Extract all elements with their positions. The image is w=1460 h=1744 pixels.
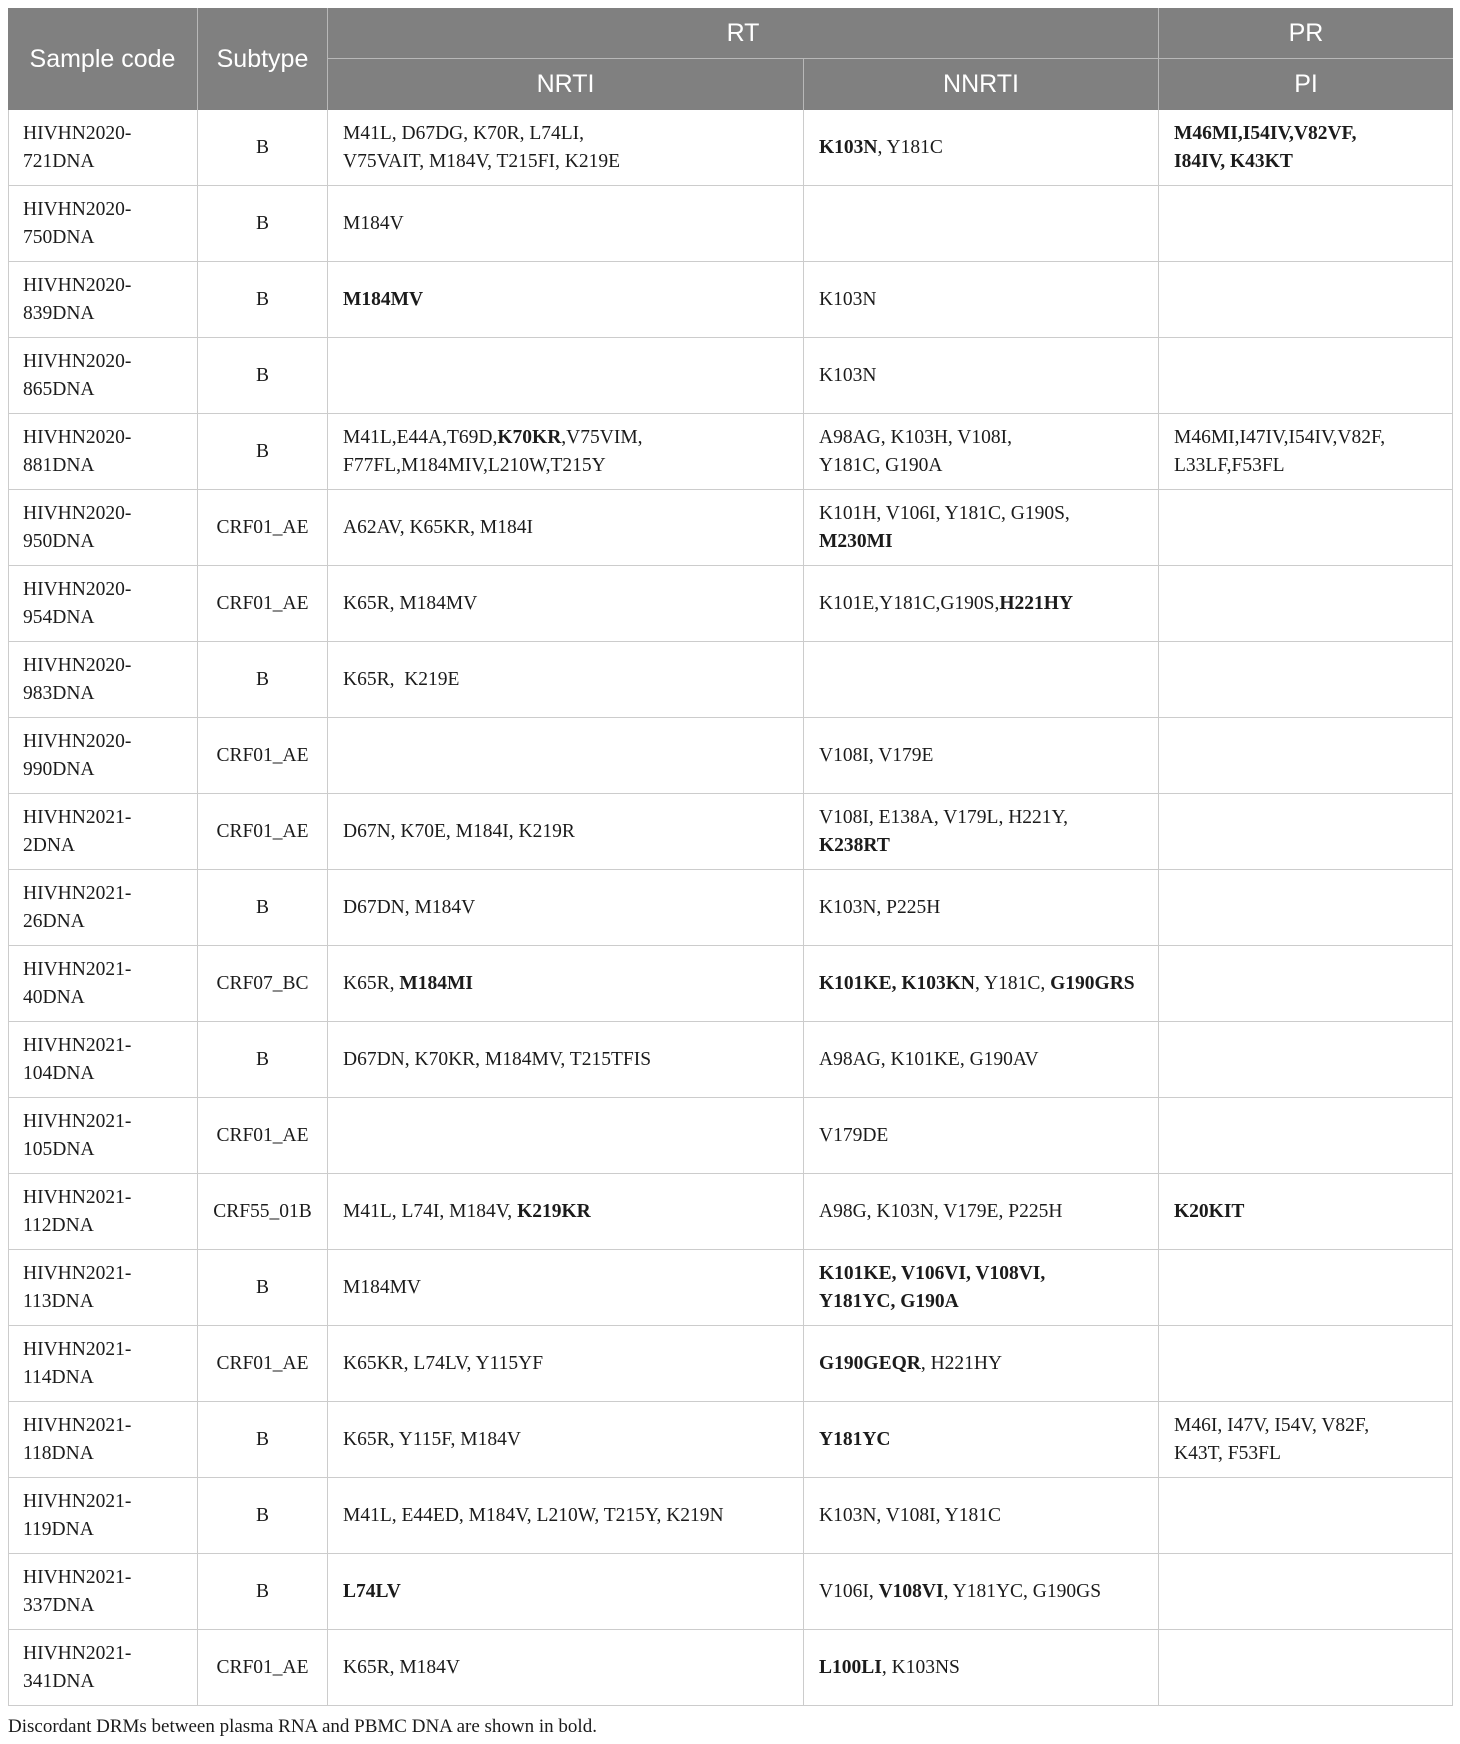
nnrti-cell: [804, 186, 1159, 262]
discordant-mutation-text: Y181YC: [819, 1428, 891, 1450]
drm-table: [8, 8, 1453, 1706]
mutation-text: , K103NS: [881, 1656, 960, 1678]
discordant-mutation-text: L100LI: [819, 1656, 882, 1678]
mutation-line: [343, 1198, 788, 1226]
mutation-line: [343, 970, 788, 998]
mutation-text: M184V: [343, 212, 404, 234]
table-row: [8, 642, 1453, 718]
sample-code-line: 954DNA: [23, 606, 95, 628]
sample-code-line: 104DNA: [23, 1062, 95, 1084]
mutation-line: [819, 452, 1143, 480]
mutation-text: , Y181C: [877, 136, 943, 158]
nrti-cell: [328, 870, 804, 946]
table-footnote: Discordant DRMs between plasma RNA and PBMC DNA are shown in bold.: [8, 1716, 597, 1737]
subtype-cell: B: [198, 110, 328, 186]
nrti-cell: [328, 1098, 804, 1174]
sample-code-line: 2DNA: [23, 834, 75, 856]
nrti-cell: [328, 1402, 804, 1478]
nnrti-cell: [804, 1174, 1159, 1250]
pi-cell: [1159, 794, 1453, 870]
mutation-text: V108I, E138A, V179L, H221Y,: [819, 806, 1068, 828]
sample-code-line: 112DNA: [23, 1214, 94, 1236]
mutation-line: [343, 148, 788, 176]
mutation-line: [819, 1654, 1143, 1682]
discordant-mutation-text: M230MI: [819, 530, 893, 552]
pi-cell: [1159, 1478, 1453, 1554]
nnrti-cell: [804, 490, 1159, 566]
mutation-line: [343, 452, 788, 480]
mutation-text: M41L, D67DG, K70R, L74LI,: [343, 122, 585, 144]
mutation-line: [1174, 148, 1437, 176]
table-row: [8, 1326, 1453, 1402]
sample-code-line: HIVHN2021-: [23, 1034, 132, 1056]
sample-code-line: HIVHN2021-: [23, 806, 132, 828]
sample-code-line: 839DNA: [23, 302, 95, 324]
table-row: [8, 1250, 1453, 1326]
nrti-cell: [328, 262, 804, 338]
subtype-cell: B: [198, 1402, 328, 1478]
sample-code-line: HIVHN2020-: [23, 122, 132, 144]
sample-code-cell: [8, 1478, 198, 1554]
mutation-text: ,V75VIM,: [561, 426, 643, 448]
sample-code-line: HIVHN2021-: [23, 1566, 132, 1588]
mutation-text: F77FL,M184MIV,L210W,T215Y: [343, 454, 606, 476]
discordant-mutation-text: K101KE, K103KN: [819, 972, 976, 994]
table-row: [8, 338, 1453, 414]
sample-code-cell: [8, 566, 198, 642]
sample-code-line: HIVHN2020-: [23, 350, 132, 372]
table-row: [8, 1098, 1453, 1174]
sample-code-cell: [8, 1630, 198, 1706]
pi-cell: [1159, 1326, 1453, 1402]
subtype-cell: B: [198, 642, 328, 718]
mutation-line: [343, 894, 788, 922]
discordant-mutation-text: K219KR: [517, 1200, 591, 1222]
mutation-line: [819, 742, 1143, 770]
mutation-line: [819, 424, 1143, 452]
pi-cell: [1159, 1554, 1453, 1630]
nrti-cell: [328, 642, 804, 718]
sample-code-line: 750DNA: [23, 226, 95, 248]
mutation-line: [343, 514, 788, 542]
sample-code-line: HIVHN2021-: [23, 1490, 132, 1512]
header-sample-code: Sample code: [8, 8, 198, 110]
subtype-cell: B: [198, 1022, 328, 1098]
mutation-text: K65R, M184V: [343, 1656, 461, 1678]
nrti-cell: [328, 1326, 804, 1402]
nnrti-cell: [804, 1630, 1159, 1706]
mutation-text: K43T, F53FL: [1174, 1442, 1281, 1464]
mutation-line: [343, 818, 788, 846]
table-row: [8, 718, 1453, 794]
sample-code-cell: [8, 946, 198, 1022]
nnrti-cell: [804, 1554, 1159, 1630]
mutation-line: [819, 1578, 1143, 1606]
sample-code-line: HIVHN2021-: [23, 1262, 132, 1284]
mutation-text: V179DE: [819, 1124, 889, 1146]
table-row: [8, 262, 1453, 338]
subtype-cell: CRF01_AE: [198, 718, 328, 794]
table-row: [8, 1478, 1453, 1554]
discordant-mutation-text: I84IV, K43KT: [1174, 150, 1293, 172]
mutation-line: [819, 832, 1143, 860]
sample-code-line: HIVHN2020-: [23, 426, 132, 448]
nnrti-cell: [804, 1402, 1159, 1478]
mutation-text: , H221HY: [920, 1352, 1003, 1374]
mutation-text: V106I,: [819, 1580, 879, 1602]
discordant-mutation-text: H221HY: [999, 592, 1074, 614]
nrti-cell: [328, 794, 804, 870]
subtype-cell: B: [198, 262, 328, 338]
header-pr: PR: [1159, 8, 1453, 59]
mutation-line: [819, 590, 1143, 618]
header-row-groups: [8, 8, 1453, 59]
pi-cell: [1159, 718, 1453, 794]
sample-code-line: 990DNA: [23, 758, 95, 780]
sample-code-cell: [8, 1250, 198, 1326]
mutation-line: [343, 1654, 788, 1682]
nnrti-cell: [804, 338, 1159, 414]
mutation-line: [343, 1350, 788, 1378]
table-row: [8, 1174, 1453, 1250]
mutation-text: M184MV: [343, 1276, 422, 1298]
sample-code-cell: [8, 1174, 198, 1250]
subtype-cell: CRF01_AE: [198, 566, 328, 642]
sample-code-line: 113DNA: [23, 1290, 94, 1312]
sample-code-cell: [8, 490, 198, 566]
mutation-text: , Y181YC, G190GS: [943, 1580, 1102, 1602]
pi-cell: [1159, 186, 1453, 262]
subtype-cell: CRF01_AE: [198, 1630, 328, 1706]
mutation-text: M41L, E44ED, M184V, L210W, T215Y, K219N: [343, 1504, 724, 1526]
sample-code-line: HIVHN2021-: [23, 1338, 132, 1360]
nrti-cell: [328, 338, 804, 414]
mutation-text: K101H, V106I, Y181C, G190S,: [819, 502, 1070, 524]
discordant-mutation-text: L74LV: [343, 1580, 401, 1602]
mutation-line: [343, 1578, 788, 1606]
nnrti-cell: [804, 870, 1159, 946]
sample-code-line: 40DNA: [23, 986, 85, 1008]
pi-cell: [1159, 566, 1453, 642]
mutation-text: V75VAIT, M184V, T215FI, K219E: [343, 150, 620, 172]
mutation-line: [1174, 1440, 1437, 1468]
mutation-line: [819, 1260, 1143, 1288]
mutation-line: [819, 500, 1143, 528]
sample-code-cell: [8, 794, 198, 870]
mutation-line: [819, 970, 1143, 998]
nnrti-cell: [804, 946, 1159, 1022]
nnrti-cell: [804, 794, 1159, 870]
sample-code-line: HIVHN2020-: [23, 654, 132, 676]
sample-code-cell: [8, 338, 198, 414]
nnrti-cell: [804, 1326, 1159, 1402]
discordant-mutation-text: V108VI: [878, 1580, 944, 1602]
sample-code-line: 950DNA: [23, 530, 95, 552]
mutation-text: D67DN, M184V: [343, 896, 476, 918]
pi-cell: [1159, 338, 1453, 414]
mutation-text: K65R,: [343, 972, 400, 994]
nnrti-cell: [804, 262, 1159, 338]
mutation-line: [343, 666, 788, 694]
mutation-line: [343, 286, 788, 314]
sample-code-cell: [8, 642, 198, 718]
mutation-line: [1174, 452, 1437, 480]
sample-code-line: HIVHN2020-: [23, 730, 132, 752]
nrti-cell: [328, 566, 804, 642]
table-row: [8, 110, 1453, 186]
mutation-text: K65KR, L74LV, Y115YF: [343, 1352, 544, 1374]
pi-cell: [1159, 1250, 1453, 1326]
pi-cell: [1159, 870, 1453, 946]
table-row: [8, 186, 1453, 262]
mutation-line: [1174, 1198, 1437, 1226]
sample-code-line: 341DNA: [23, 1670, 95, 1692]
nrti-cell: [328, 1630, 804, 1706]
sample-code-line: 721DNA: [23, 150, 95, 172]
pi-cell: [1159, 490, 1453, 566]
table-row: [8, 1022, 1453, 1098]
subtype-cell: CRF01_AE: [198, 1326, 328, 1402]
pi-cell: [1159, 262, 1453, 338]
table-row: [8, 566, 1453, 642]
nnrti-cell: [804, 1022, 1159, 1098]
discordant-mutation-text: G190GEQR: [819, 1352, 921, 1374]
nrti-cell: [328, 718, 804, 794]
discordant-mutation-text: K70KR: [497, 426, 562, 448]
sample-code-line: HIVHN2021-: [23, 1186, 132, 1208]
table-row: [8, 414, 1453, 490]
table-row: [8, 794, 1453, 870]
sample-code-line: HIVHN2021-: [23, 1414, 132, 1436]
subtype-cell: CRF01_AE: [198, 794, 328, 870]
mutation-line: [819, 894, 1143, 922]
mutation-line: [819, 286, 1143, 314]
nnrti-cell: [804, 718, 1159, 794]
sample-code-line: HIVHN2021-: [23, 1110, 132, 1132]
mutation-line: [343, 1426, 788, 1454]
mutation-text: K65R, K219E: [343, 668, 460, 690]
header-pi: PI: [1159, 59, 1453, 110]
mutation-line: [343, 1274, 788, 1302]
mutation-text: M41L, L74I, M184V,: [343, 1200, 518, 1222]
subtype-cell: B: [198, 870, 328, 946]
sample-code-cell: [8, 718, 198, 794]
sample-code-line: HIVHN2020-: [23, 502, 132, 524]
subtype-cell: CRF01_AE: [198, 490, 328, 566]
mutation-text: V108I, V179E: [819, 744, 934, 766]
pi-cell: [1159, 946, 1453, 1022]
nnrti-cell: [804, 1250, 1159, 1326]
sample-code-line: HIVHN2020-: [23, 198, 132, 220]
nrti-cell: [328, 490, 804, 566]
subtype-cell: CRF01_AE: [198, 1098, 328, 1174]
nrti-cell: [328, 1478, 804, 1554]
discordant-mutation-text: K103N: [819, 136, 878, 158]
mutation-text: K103N, P225H: [819, 896, 941, 918]
mutation-line: [819, 1350, 1143, 1378]
mutation-line: [1174, 120, 1437, 148]
sample-code-line: 114DNA: [23, 1366, 94, 1388]
mutation-text: , Y181C,: [975, 972, 1051, 994]
mutation-line: [343, 210, 788, 238]
nrti-cell: [328, 186, 804, 262]
header-nrti: NRTI: [328, 59, 804, 110]
sample-code-line: 119DNA: [23, 1518, 94, 1540]
mutation-line: [343, 120, 788, 148]
sample-code-line: HIVHN2020-: [23, 274, 132, 296]
mutation-text: M41L,E44A,T69D,: [343, 426, 498, 448]
mutation-text: D67N, K70E, M184I, K219R: [343, 820, 575, 842]
sample-code-line: HIVHN2021-: [23, 882, 132, 904]
sample-code-line: 26DNA: [23, 910, 85, 932]
nnrti-cell: [804, 642, 1159, 718]
mutation-text: L33LF,F53FL: [1174, 454, 1285, 476]
header-subtype: Subtype: [198, 8, 328, 110]
mutation-line: [819, 134, 1143, 162]
sample-code-line: 983DNA: [23, 682, 95, 704]
table-row: [8, 1554, 1453, 1630]
sample-code-cell: [8, 186, 198, 262]
sample-code-cell: [8, 110, 198, 186]
discordant-mutation-text: K20KIT: [1174, 1200, 1245, 1222]
mutation-text: K103N, V108I, Y181C: [819, 1504, 1002, 1526]
table-header: [8, 8, 1453, 110]
mutation-line: [343, 424, 788, 452]
sample-code-cell: [8, 1554, 198, 1630]
pi-cell: [1159, 1630, 1453, 1706]
pi-cell: [1159, 1098, 1453, 1174]
mutation-line: [1174, 424, 1437, 452]
discordant-mutation-text: M46MI,I54IV,V82VF,: [1174, 122, 1357, 144]
header-rt: RT: [328, 8, 1159, 59]
mutation-line: [343, 1502, 788, 1530]
header-nnrti: NNRTI: [804, 59, 1159, 110]
nnrti-cell: [804, 566, 1159, 642]
mutation-text: K65R, M184MV: [343, 592, 478, 614]
table-body: [8, 110, 1453, 1706]
sample-code-cell: [8, 414, 198, 490]
sample-code-cell: [8, 262, 198, 338]
table-row: [8, 1630, 1453, 1706]
sample-code-line: HIVHN2020-: [23, 578, 132, 600]
mutation-text: K103N: [819, 288, 877, 310]
mutation-line: [819, 528, 1143, 556]
discordant-mutation-text: M184MI: [399, 972, 473, 994]
nnrti-cell: [804, 1098, 1159, 1174]
nrti-cell: [328, 110, 804, 186]
subtype-cell: B: [198, 414, 328, 490]
sample-code-line: HIVHN2021-: [23, 1642, 132, 1664]
subtype-cell: B: [198, 186, 328, 262]
pi-cell: [1159, 1402, 1453, 1478]
table-row: [8, 870, 1453, 946]
mutation-line: [819, 1046, 1143, 1074]
mutation-line: [819, 804, 1143, 832]
mutation-text: A98G, K103N, V179E, P225H: [819, 1200, 1063, 1222]
mutation-text: K65R, Y115F, M184V: [343, 1428, 521, 1450]
pi-cell: [1159, 1022, 1453, 1098]
mutation-line: [343, 1046, 788, 1074]
sample-code-line: 881DNA: [23, 454, 95, 476]
nrti-cell: [328, 1022, 804, 1098]
table-row: [8, 1402, 1453, 1478]
mutation-line: [343, 590, 788, 618]
mutation-text: A98AG, K101KE, G190AV: [819, 1048, 1039, 1070]
nrti-cell: [328, 946, 804, 1022]
sample-code-line: HIVHN2021-: [23, 958, 132, 980]
sample-code-cell: [8, 1098, 198, 1174]
sample-code-cell: [8, 1022, 198, 1098]
nrti-cell: [328, 1250, 804, 1326]
discordant-mutation-text: Y181YC, G190A: [819, 1290, 959, 1312]
nrti-cell: [328, 1174, 804, 1250]
mutation-line: [819, 1426, 1143, 1454]
mutation-line: [819, 1198, 1143, 1226]
sample-code-line: 118DNA: [23, 1442, 94, 1464]
subtype-cell: B: [198, 1250, 328, 1326]
nnrti-cell: [804, 1478, 1159, 1554]
table-row: [8, 490, 1453, 566]
pi-cell: [1159, 110, 1453, 186]
nnrti-cell: [804, 414, 1159, 490]
mutation-text: K103N: [819, 364, 877, 386]
pi-cell: [1159, 642, 1453, 718]
sample-code-cell: [8, 1402, 198, 1478]
mutation-text: A62AV, K65KR, M184I: [343, 516, 533, 538]
subtype-cell: CRF07_BC: [198, 946, 328, 1022]
mutation-text: M46I, I47V, I54V, V82F,: [1174, 1414, 1370, 1436]
subtype-cell: B: [198, 1478, 328, 1554]
discordant-mutation-text: K101KE, V106VI, V108VI,: [819, 1262, 1046, 1284]
sample-code-line: 865DNA: [23, 378, 95, 400]
mutation-line: [819, 362, 1143, 390]
table-row: [8, 946, 1453, 1022]
discordant-mutation-text: M184MV: [343, 288, 424, 310]
nrti-cell: [328, 1554, 804, 1630]
mutation-line: [1174, 1412, 1437, 1440]
nnrti-cell: [804, 110, 1159, 186]
sample-code-cell: [8, 870, 198, 946]
subtype-cell: B: [198, 338, 328, 414]
mutation-line: [819, 1502, 1143, 1530]
subtype-cell: B: [198, 1554, 328, 1630]
mutation-text: A98AG, K103H, V108I,: [819, 426, 1013, 448]
mutation-text: K101E,Y181C,G190S,: [819, 592, 1000, 614]
pi-cell: [1159, 1174, 1453, 1250]
mutation-line: [819, 1122, 1143, 1150]
nrti-cell: [328, 414, 804, 490]
discordant-mutation-text: G190GRS: [1050, 972, 1135, 994]
pi-cell: [1159, 414, 1453, 490]
mutation-text: Y181C, G190A: [819, 454, 943, 476]
discordant-mutation-text: K238RT: [819, 834, 890, 856]
sample-code-line: 337DNA: [23, 1594, 95, 1616]
mutation-text: D67DN, K70KR, M184MV, T215TFIS: [343, 1048, 652, 1070]
sample-code-cell: [8, 1326, 198, 1402]
sample-code-line: 105DNA: [23, 1138, 95, 1160]
mutation-text: M46MI,I47IV,I54IV,V82F,: [1174, 426, 1386, 448]
mutation-line: [819, 1288, 1143, 1316]
subtype-cell: CRF55_01B: [198, 1174, 328, 1250]
